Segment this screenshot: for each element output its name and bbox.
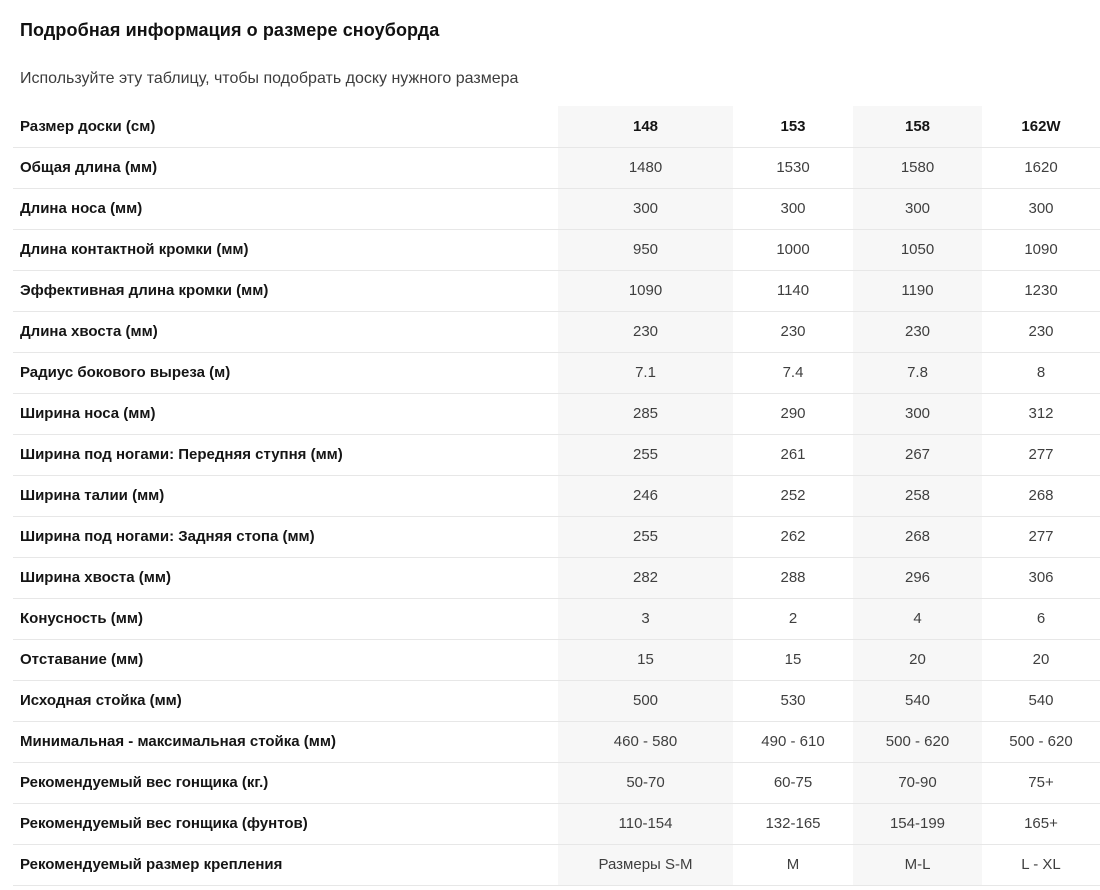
cell-value: 1480 [558,147,733,188]
cell-value: M-L [853,844,982,885]
row-label: Длина хвоста (мм) [13,311,558,352]
cell-value: 6 [982,598,1100,639]
cell-value: 255 [558,516,733,557]
cell-value: 1230 [982,270,1100,311]
cell-value: 500 - 620 [853,721,982,762]
cell-value: 230 [733,311,853,352]
cell-value: 15 [733,639,853,680]
cell-value: 7.1 [558,352,733,393]
cell-value: 500 [558,680,733,721]
table-row [13,352,1100,393]
snowboard-size-table [13,106,1100,886]
cell-value: 1530 [733,147,853,188]
cell-value: 1090 [558,270,733,311]
table-row [13,434,1100,475]
row-label: Эффективная длина кромки (мм) [13,270,558,311]
cell-value: 296 [853,557,982,598]
cell-value: 1580 [853,147,982,188]
cell-value: 258 [853,475,982,516]
table-row [13,762,1100,803]
cell-value: 246 [558,475,733,516]
cell-value: 300 [558,188,733,229]
row-label: Исходная стойка (мм) [13,680,558,721]
table-row [13,270,1100,311]
table-row [13,516,1100,557]
cell-value: M [733,844,853,885]
cell-value: 530 [733,680,853,721]
cell-value: 950 [558,229,733,270]
cell-value: 3 [558,598,733,639]
cell-value: 1190 [853,270,982,311]
row-label: Рекомендуемый вес гонщика (фунтов) [13,803,558,844]
cell-value: 20 [982,639,1100,680]
row-label: Рекомендуемый размер крепления [13,844,558,885]
cell-value: 4 [853,598,982,639]
table-row [13,188,1100,229]
cell-value: 300 [733,188,853,229]
cell-value: 540 [853,680,982,721]
table-row [13,475,1100,516]
table-row [13,639,1100,680]
cell-value: 154-199 [853,803,982,844]
column-header-153: 153 [733,106,853,147]
cell-value: L - XL [982,844,1100,885]
row-label: Ширина под ногами: Задняя стопа (мм) [13,516,558,557]
table-header-row [13,106,1100,147]
cell-value: 60-75 [733,762,853,803]
cell-value: 312 [982,393,1100,434]
table-row [13,147,1100,188]
column-header-148: 148 [558,106,733,147]
row-label: Длина контактной кромки (мм) [13,229,558,270]
table-row [13,721,1100,762]
cell-value: 277 [982,516,1100,557]
page-title: Подробная информация о размере сноуборда [20,20,440,40]
cell-value: 132-165 [733,803,853,844]
cell-value: 252 [733,475,853,516]
cell-value: 230 [853,311,982,352]
cell-value: 277 [982,434,1100,475]
cell-value: 1140 [733,270,853,311]
row-label: Отставание (мм) [13,639,558,680]
cell-value: 1050 [853,229,982,270]
cell-value: 2 [733,598,853,639]
cell-value: 290 [733,393,853,434]
table-row [13,393,1100,434]
cell-value: 268 [982,475,1100,516]
table-row [13,844,1100,885]
page-subtitle: Используйте эту таблицу, чтобы подобрать доску нужного размера [20,70,519,87]
table-row [13,557,1100,598]
cell-value: 285 [558,393,733,434]
table-row [13,311,1100,352]
row-label: Длина носа (мм) [13,188,558,229]
cell-value: 500 - 620 [982,721,1100,762]
row-label: Ширина талии (мм) [13,475,558,516]
cell-value: 230 [982,311,1100,352]
cell-value: 1000 [733,229,853,270]
cell-value: 288 [733,557,853,598]
cell-value: 165+ [982,803,1100,844]
cell-value: 70-90 [853,762,982,803]
row-label: Рекомендуемый вес гонщика (кг.) [13,762,558,803]
cell-value: 306 [982,557,1100,598]
column-header-162w: 162W [982,106,1100,147]
row-label: Общая длина (мм) [13,147,558,188]
cell-value: 75+ [982,762,1100,803]
cell-value: 300 [853,393,982,434]
cell-value: 300 [853,188,982,229]
cell-value: 267 [853,434,982,475]
cell-value: 460 - 580 [558,721,733,762]
cell-value: 300 [982,188,1100,229]
row-label: Ширина под ногами: Передняя ступня (мм) [13,434,558,475]
table-row [13,680,1100,721]
cell-value: 490 - 610 [733,721,853,762]
cell-value: 110-154 [558,803,733,844]
cell-value: 282 [558,557,733,598]
cell-value: 268 [853,516,982,557]
cell-value: 20 [853,639,982,680]
cell-value: 262 [733,516,853,557]
row-label: Конусность (мм) [13,598,558,639]
row-label: Минимальная - максимальная стойка (мм) [13,721,558,762]
cell-value: 7.8 [853,352,982,393]
cell-value: 540 [982,680,1100,721]
cell-value: 1620 [982,147,1100,188]
cell-value: Размеры S-M [558,844,733,885]
table-row [13,229,1100,270]
column-header-158: 158 [853,106,982,147]
table-row [13,598,1100,639]
cell-value: 50-70 [558,762,733,803]
table-row [13,803,1100,844]
row-label: Радиус бокового выреза (м) [13,352,558,393]
cell-value: 7.4 [733,352,853,393]
cell-value: 8 [982,352,1100,393]
cell-value: 255 [558,434,733,475]
cell-value: 230 [558,311,733,352]
header-label: Размер доски (см) [13,106,558,147]
cell-value: 261 [733,434,853,475]
cell-value: 1090 [982,229,1100,270]
row-label: Ширина носа (мм) [13,393,558,434]
cell-value: 15 [558,639,733,680]
row-label: Ширина хвоста (мм) [13,557,558,598]
